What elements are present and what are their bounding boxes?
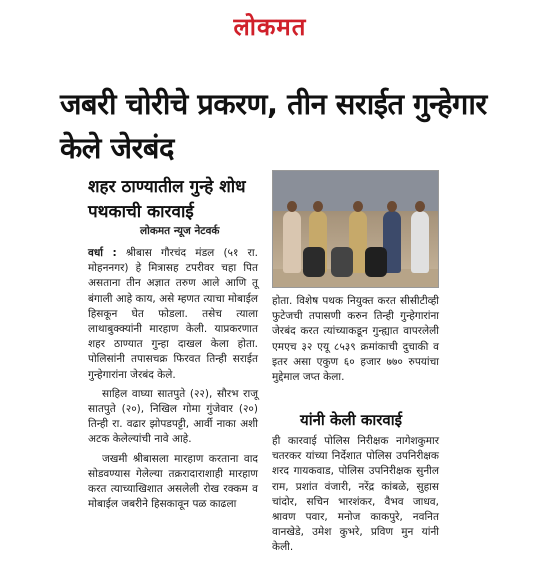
- article-right-column: [272, 294, 439, 385]
- byline: लोकमत न्यूज नेटवर्क: [140, 225, 220, 237]
- news-photo: [272, 170, 439, 288]
- paragraph: होता. विशेष पथक नियुक्त करत सीसीटीव्ही फुटेजची तपासणी करुन तिन्ही गुन्हेगारांना जेरबंद करत त्यांच्याकडून गुन्ह्यात वापरलेली एमएच ३२ एयू ८५३९ क्रमांकाची दुचाकी व इतर असा एकुण ६० हजार ७७० रुपयांचा मुद्देमाल जप्त केला.: [272, 295, 439, 384]
- article-right-column-lower: [272, 434, 439, 556]
- paragraph: जखमी श्रीबासला मारहाण करताना वाद सोडवण्यास गेलेल्या तक्ररादाराशाही मारहाण करत त्याच्याखिशात असलेली रोख रक्कम व मोबाईल जबरीने हिसकावून पळ काढला: [88, 452, 258, 511]
- dateline: वर्धा :: [88, 247, 117, 259]
- newspaper-masthead: लोकमत: [233, 12, 307, 41]
- section-heading: यांनी केली कारवाई: [300, 411, 402, 429]
- paragraph: श्रीबास गौरचंद मंडल (५१ रा. मोहननगर) हे मित्रासह टपरीवर चहा पित असताना तीन अज्ञात तरुण आले आणि तू बंगाली आहे काय, असे म्हणत त्याचा मोबाईल हिसकून घेत फोडला. तसेच त्याला लाथाबुक्क्यांनी मारहाण केली. याप्रकरणात शहर ठाण्यात गुन्हा दाखल केला होता. पोलिसांनी तपासचक्र फिरवत तिन्ही सराईत गुन्हेगारांना जेरबंद केले.: [88, 247, 258, 381]
- paragraph: साहिल वाघ्या सातपुते (२२), सौरभ राजू सातपुते (२०), निखिल गोमा गुंजेवार (२०) तिन्ही रा. वढार झोपडपट्टी, आर्वी नाका अशी अटक केलेल्यांची नावे आहे.: [88, 387, 258, 446]
- paragraph: ही कारवाई पोलिस निरीक्षक नागेशकुमार चतरकर यांच्या निर्देशात पोलिस उपनिरीक्षक शरद गायकवाड, पोलिस उपनिरीक्षक सुनील राम, प्रशांत वंजारी, नरेंद्र कांबळे, सुहास चांदोर, सचिन भारशंकर, वैभव जाधव, श्रावण पवार, मनोज काकपुरे, नवनित वानखेडे, उमेश कुभरे, प्रविण मुन यांनी केली.: [272, 435, 439, 554]
- article-subhead: शहर ठाण्यातील गुन्हे शोध पथकाची कारवाई: [88, 177, 246, 222]
- article-headline: जबरी चोरीचे प्रकरण, तीन सराईत गुन्हेगार केले जेरबंद: [60, 87, 487, 165]
- article-left-column: [88, 246, 258, 512]
